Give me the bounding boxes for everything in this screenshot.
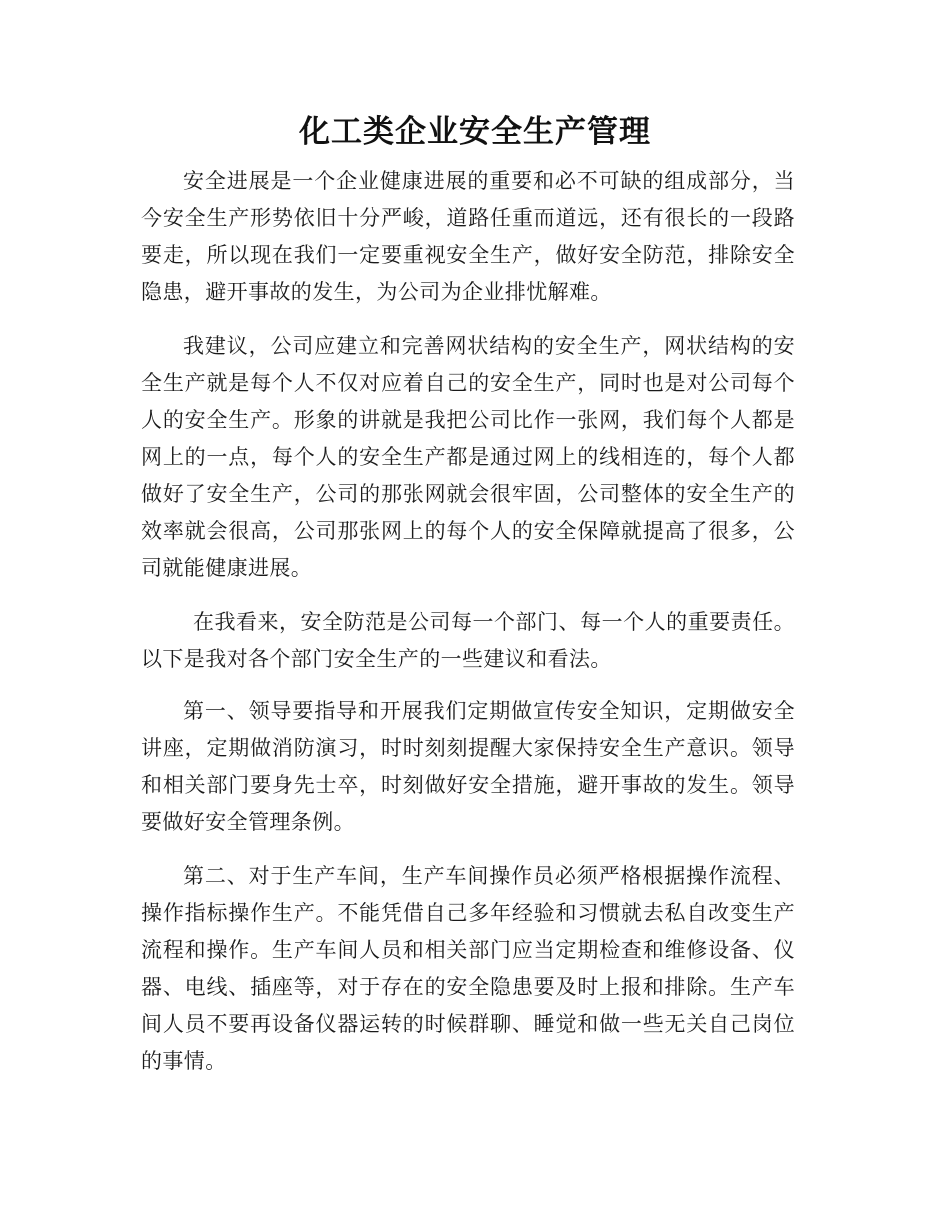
paragraph-network-structure: 我建议，公司应建立和完善网状结构的安全生产，网状结构的安全生产就是每个人不仅对应着自己的安全生产，同时也是对公司每个人的安全生产。形象的讲就是我把公司比作一张网，我们每个人都是网上的一点，每个人的安全生产都是通过网上的线相连的，每个人都做好了安全生产，公司的那张网就会很牢固，公司整体的安全生产的效率就会很高，公司那张网上的每个人的安全保障就提高了很多，公司就能健康进展。: [141, 334, 795, 580]
paragraph-point-two-workshop: 第二、对于生产车间，生产车间操作员必须严格根据操作流程、操作指标操作生产。不能凭借自己多年经验和习惯就去私自改变生产流程和操作。生产车间人员和相关部门应当定期检查和维修设备、仪器、电线、插座等，对于存在的安全隐患要及时上报和排除。生产车间人员不要再设备仪器运转的时候群聊、睡觉和做一些无关自己岗位的事情。: [141, 864, 795, 1073]
paragraph-responsibility: 在我看来，安全防范是公司每一个部门、每一个人的重要责任。以下是我对各个部门安全生产的一些建议和看法。: [141, 610, 795, 671]
paragraph-point-one-leadership: 第一、领导要指导和开展我们定期做宣传安全知识，定期做安全讲座，定期做消防演习，时时刻刻提醒大家保持安全生产意识。领导和相关部门要身先士卒，时刻做好安全措施，避开事故的发生。领导要做好安全管理条例。: [141, 699, 795, 834]
document-title: 化工类企业安全生产管理: [299, 114, 651, 150]
paragraph-intro: 安全进展是一个企业健康进展的重要和必不可缺的组成部分，当今安全生产形势依旧十分严峻，道路任重而道远，还有很长的一段路要走，所以现在我们一定要重视安全生产，做好安全防范，排除安全隐患，避开事故的发生，为公司为企业排忧解难。: [141, 169, 795, 304]
